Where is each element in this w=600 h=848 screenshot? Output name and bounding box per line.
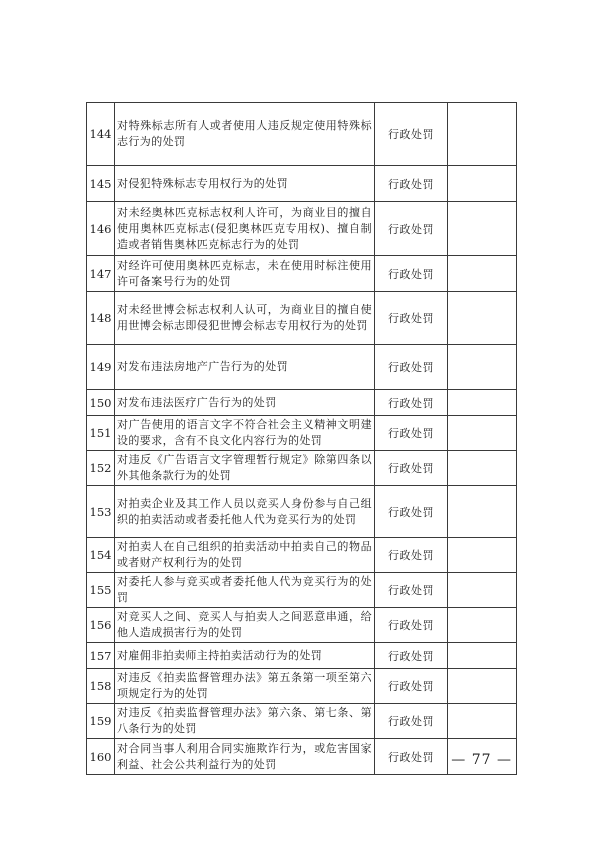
item-type: 行政处罚 [375, 292, 448, 345]
item-table [86, 102, 517, 775]
item-description: 对发布违法房地产广告行为的处罚 [115, 345, 375, 390]
item-type: 行政处罚 [375, 669, 448, 704]
item-number: 144 [87, 103, 115, 166]
item-type: 行政处罚 [375, 486, 448, 538]
item-extra [448, 451, 517, 486]
item-description: 对委托人参与竞买或者委托他人代为竞买行为的处罚 [115, 573, 375, 608]
item-description: 对未经奥林匹克标志权利人许可，为商业目的擅自使用奥林匹克标志(侵犯奥林匹克专用权)、擅自制造或者销售奥林匹克标志行为的处罚 [115, 202, 375, 256]
table-row [87, 292, 517, 345]
item-extra [448, 669, 517, 704]
item-description: 对违反《拍卖监督管理办法》第六条、第七条、第八条行为的处罚 [115, 704, 375, 739]
item-number: 149 [87, 345, 115, 390]
item-type: 行政处罚 [375, 538, 448, 573]
item-type: 行政处罚 [375, 256, 448, 292]
item-table-body [87, 103, 517, 775]
item-description: 对竞买人之间、竞买人与拍卖人之间恶意串通，给他人造成损害行为的处罚 [115, 608, 375, 643]
item-description: 对未经世博会标志权利人认可，为商业目的擅自使用世博会标志即侵犯世博会标志专用权行为的处罚 [115, 292, 375, 345]
item-extra [448, 202, 517, 256]
item-type: 行政处罚 [375, 103, 448, 166]
item-description: 对拍卖企业及其工作人员以竞买人身份参与自己组织的拍卖活动或者委托他人代为竞买行为的处罚 [115, 486, 375, 538]
item-type: 行政处罚 [375, 202, 448, 256]
item-number: 153 [87, 486, 115, 538]
item-number: 152 [87, 451, 115, 486]
item-extra [448, 390, 517, 416]
item-type: 行政处罚 [375, 573, 448, 608]
item-type: 行政处罚 [375, 416, 448, 451]
table-row [87, 202, 517, 256]
item-extra [448, 608, 517, 643]
item-number: 151 [87, 416, 115, 451]
item-number: 156 [87, 608, 115, 643]
item-description: 对违反《广告语言文字管理暂行规定》除第四条以外其他条款行为的处罚 [115, 451, 375, 486]
item-type: 行政处罚 [375, 739, 448, 775]
item-description: 对拍卖人在自己组织的拍卖活动中拍卖自己的物品或者财产权利行为的处罚 [115, 538, 375, 573]
item-number: 148 [87, 292, 115, 345]
item-extra [448, 643, 517, 669]
item-number: 147 [87, 256, 115, 292]
item-number: 146 [87, 202, 115, 256]
page-number: — 77 — [451, 752, 512, 768]
item-extra [448, 103, 517, 166]
item-description: 对特殊标志所有人或者使用人违反规定使用特殊标志行为的处罚 [115, 103, 375, 166]
item-description: 对发布违法医疗广告行为的处罚 [115, 390, 375, 416]
table-row [87, 486, 517, 538]
item-type: 行政处罚 [375, 345, 448, 390]
item-number: 154 [87, 538, 115, 573]
item-extra [448, 416, 517, 451]
item-extra [448, 486, 517, 538]
item-number: 158 [87, 669, 115, 704]
table-row [87, 643, 517, 669]
table-row [87, 345, 517, 390]
table-row [87, 166, 517, 202]
table-row [87, 390, 517, 416]
table-row [87, 256, 517, 292]
item-description: 对侵犯特殊标志专用权行为的处罚 [115, 166, 375, 202]
item-number: 145 [87, 166, 115, 202]
item-description: 对广告使用的语言文字不符合社会主义精神文明建设的要求，含有不良文化内容行为的处罚 [115, 416, 375, 451]
table-row [87, 416, 517, 451]
table-row [87, 669, 517, 704]
table-row [87, 573, 517, 608]
item-description: 对违反《拍卖监督管理办法》第五条第一项至第六项规定行为的处罚 [115, 669, 375, 704]
item-number: 157 [87, 643, 115, 669]
item-extra [448, 292, 517, 345]
item-extra [448, 538, 517, 573]
item-number: 159 [87, 704, 115, 739]
item-number: 155 [87, 573, 115, 608]
item-type: 行政处罚 [375, 643, 448, 669]
item-extra [448, 704, 517, 739]
table-row [87, 704, 517, 739]
item-description: 对雇佣非拍卖师主持拍卖活动行为的处罚 [115, 643, 375, 669]
table-row [87, 103, 517, 166]
table-row [87, 538, 517, 573]
table-row [87, 608, 517, 643]
item-type: 行政处罚 [375, 390, 448, 416]
table-row [87, 451, 517, 486]
item-description: 对合同当事人利用合同实施欺诈行为，或危害国家利益、社会公共利益行为的处罚 [115, 739, 375, 775]
item-description: 对经许可使用奥林匹克标志，未在使用时标注使用许可备案号行为的处罚 [115, 256, 375, 292]
item-type: 行政处罚 [375, 451, 448, 486]
item-extra [448, 345, 517, 390]
item-number: 160 [87, 739, 115, 775]
item-type: 行政处罚 [375, 166, 448, 202]
item-extra [448, 166, 517, 202]
item-extra [448, 256, 517, 292]
item-type: 行政处罚 [375, 704, 448, 739]
item-type: 行政处罚 [375, 608, 448, 643]
item-number: 150 [87, 390, 115, 416]
item-extra [448, 573, 517, 608]
